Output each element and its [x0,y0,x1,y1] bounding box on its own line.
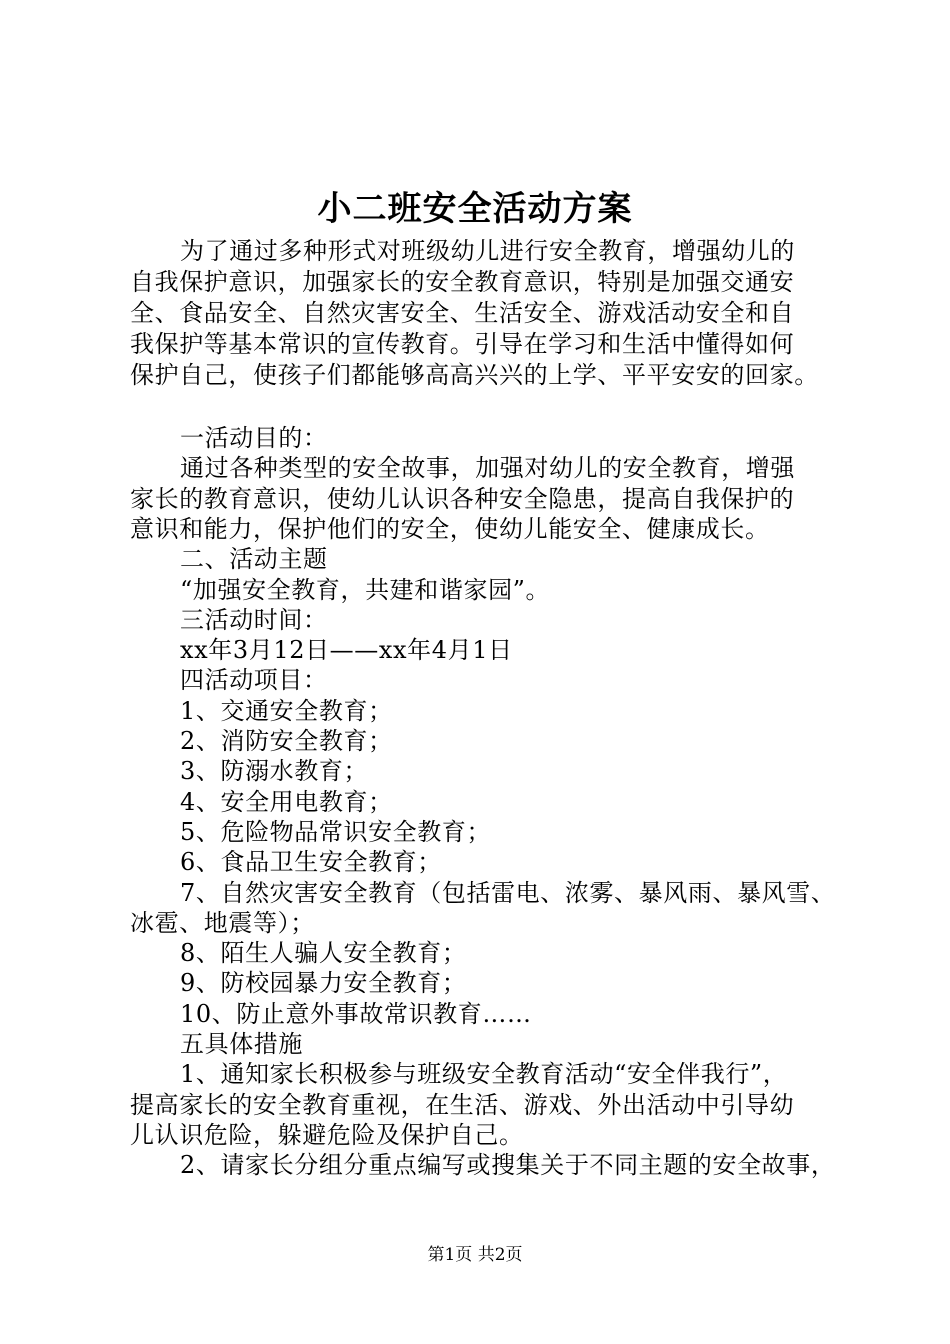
paragraph-line: 通过各种类型的安全故事，加强对幼儿的安全教育，增强 [180,454,795,482]
section-heading: 一活动目的： [180,424,328,452]
paragraph-line: 2、请家长分组分重点编写或搜集关于不同主题的安全故事， [180,1151,836,1179]
list-item: 1、交通安全教育； [180,697,393,725]
paragraph-line: “加强安全教育，共建和谐家园”。 [180,576,551,604]
list-item: 9、防校园暴力安全教育； [180,969,467,997]
section-heading: 三活动时间： [180,606,328,634]
section-heading: 五具体措施 [180,1030,303,1058]
list-item: 7、自然灾害安全教育（包括雷电、浓雾、暴风雨、暴风雪、 [180,879,836,907]
paragraph-line: 提高家长的安全教育重视，在生活、游戏、外出活动中引导幼 [130,1091,795,1119]
section-heading: 二、活动主题 [180,545,328,573]
list-item: 6、食品卫生安全教育； [180,848,442,876]
list-item: 10、防止意外事故常识教育…… [180,1000,532,1028]
paragraph-line: xx年3月12日——xx年4月1日 [180,636,513,664]
paragraph-line: 全、食品安全、自然灾害安全、生活安全、游戏活动安全和自 [130,299,795,327]
document-title: 小二班安全活动方案 [317,189,633,229]
paragraph-line: 家长的教育意识，使幼儿认识各种安全隐患，提高自我保护的 [130,485,795,513]
paragraph-line: 1、通知家长积极参与班级安全教育活动“安全伴我行”， [180,1060,788,1088]
list-item: 3、防溺水教育； [180,757,369,785]
paragraph-line: 保护自己，使孩子们都能够高高兴兴的上学、平平安安的回家。 [130,361,819,389]
paragraph-line: 意识和能力，保护他们的安全，使幼儿能安全、健康成长。 [130,515,770,543]
paragraph-line: 我保护等基本常识的宣传教育。引导在学习和生活中懂得如何 [130,330,795,358]
list-item: 4、安全用电教育； [180,788,393,816]
paragraph-line: 为了通过多种形式对班级幼儿进行安全教育，增强幼儿的 [180,237,795,265]
page-number-footer: 第1页 共2页 [427,1245,523,1265]
list-item: 2、消防安全教育； [180,727,393,755]
list-item: 8、陌生人骗人安全教育； [180,939,467,967]
list-item: 5、危险物品常识安全教育； [180,818,492,846]
paragraph-line: 自我保护意识，加强家长的安全教育意识，特别是加强交通安 [130,268,795,296]
section-heading: 四活动项目： [180,666,328,694]
list-item: 冰雹、地震等）； [130,909,315,937]
paragraph-line: 儿认识危险，躲避危险及保护自己。 [130,1121,524,1149]
